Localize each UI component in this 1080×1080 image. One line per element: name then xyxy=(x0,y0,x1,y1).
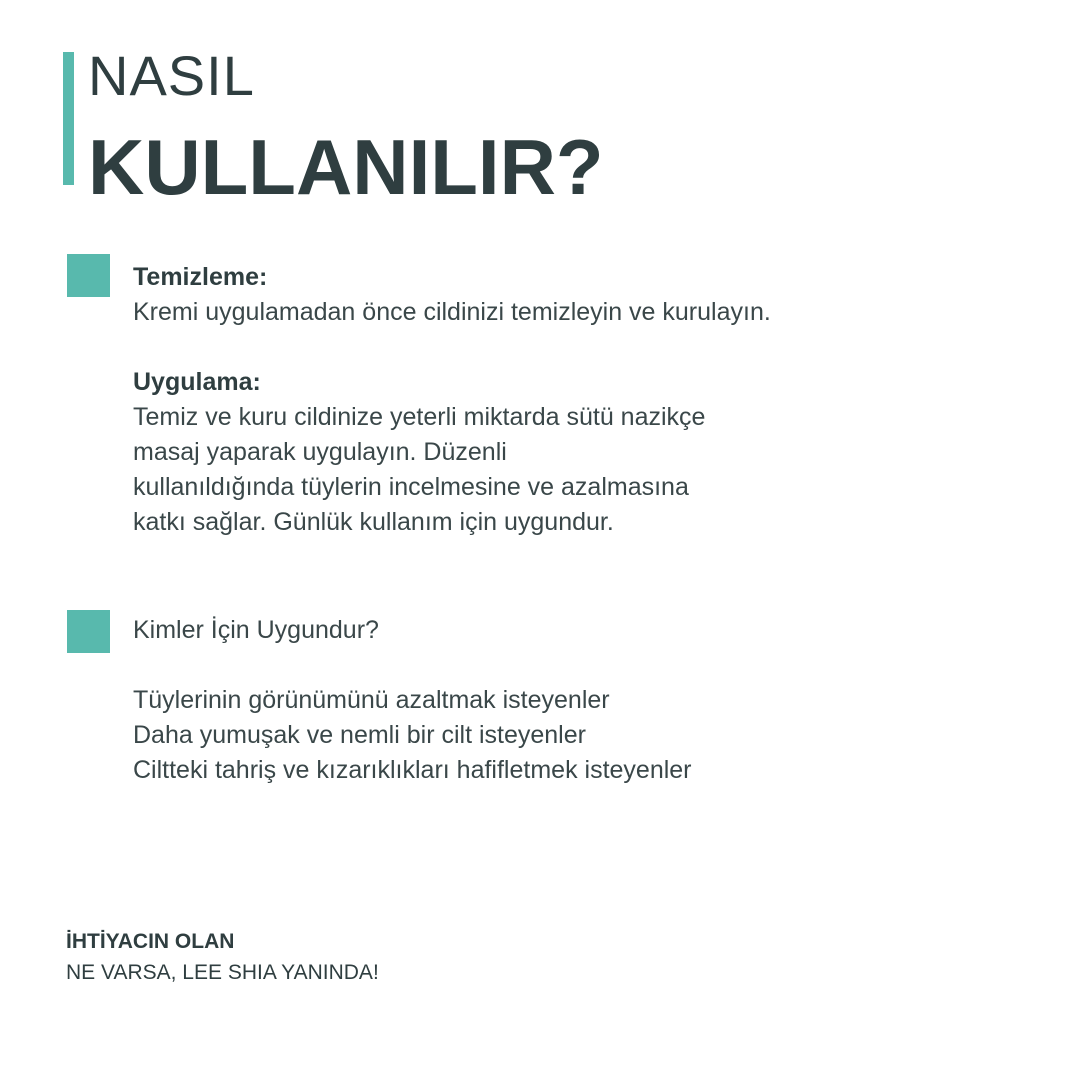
title-line-2: KULLANILIR? xyxy=(88,123,604,211)
footer-line-1: İHTİYACIN OLAN xyxy=(66,930,235,953)
section-marker-square xyxy=(67,254,110,297)
section-uygulama xyxy=(133,365,705,540)
title-line-1: NASIL xyxy=(88,44,255,107)
list-item: Daha yumuşak ve nemli bir cilt isteyenler xyxy=(133,721,586,749)
footer-line-2: NE VARSA, LEE SHIA YANINDA! xyxy=(66,961,379,984)
section-text-line: Kremi uygulamadan önce cildinizi temizleyin ve kurulayın. xyxy=(133,298,771,326)
section-text-line: kullanıldığında tüylerin incelmesine ve azalmasına xyxy=(133,473,689,501)
section-temizleme xyxy=(133,260,771,330)
section-text-line: masaj yaparak uygulayın. Düzenli xyxy=(133,438,507,466)
section-heading: Kimler İçin Uygundur? xyxy=(133,616,379,644)
footer-slogan xyxy=(66,926,379,988)
suitability-list xyxy=(133,683,692,788)
section-kimler xyxy=(133,613,379,648)
section-heading: Uygulama: xyxy=(133,368,261,396)
section-text-line: katkı sağlar. Günlük kullanım için uygundur. xyxy=(133,508,614,536)
list-item: Tüylerinin görünümünü azaltmak isteyenler xyxy=(133,686,610,714)
section-text-line: Temiz ve kuru cildinize yeterli miktarda sütü nazikçe xyxy=(133,403,706,431)
title-accent-bar xyxy=(63,52,74,185)
section-marker-square xyxy=(67,610,110,653)
list-item: Ciltteki tahriş ve kızarıklıkları hafifletmek isteyenler xyxy=(133,756,692,784)
section-heading: Temizleme: xyxy=(133,263,268,291)
